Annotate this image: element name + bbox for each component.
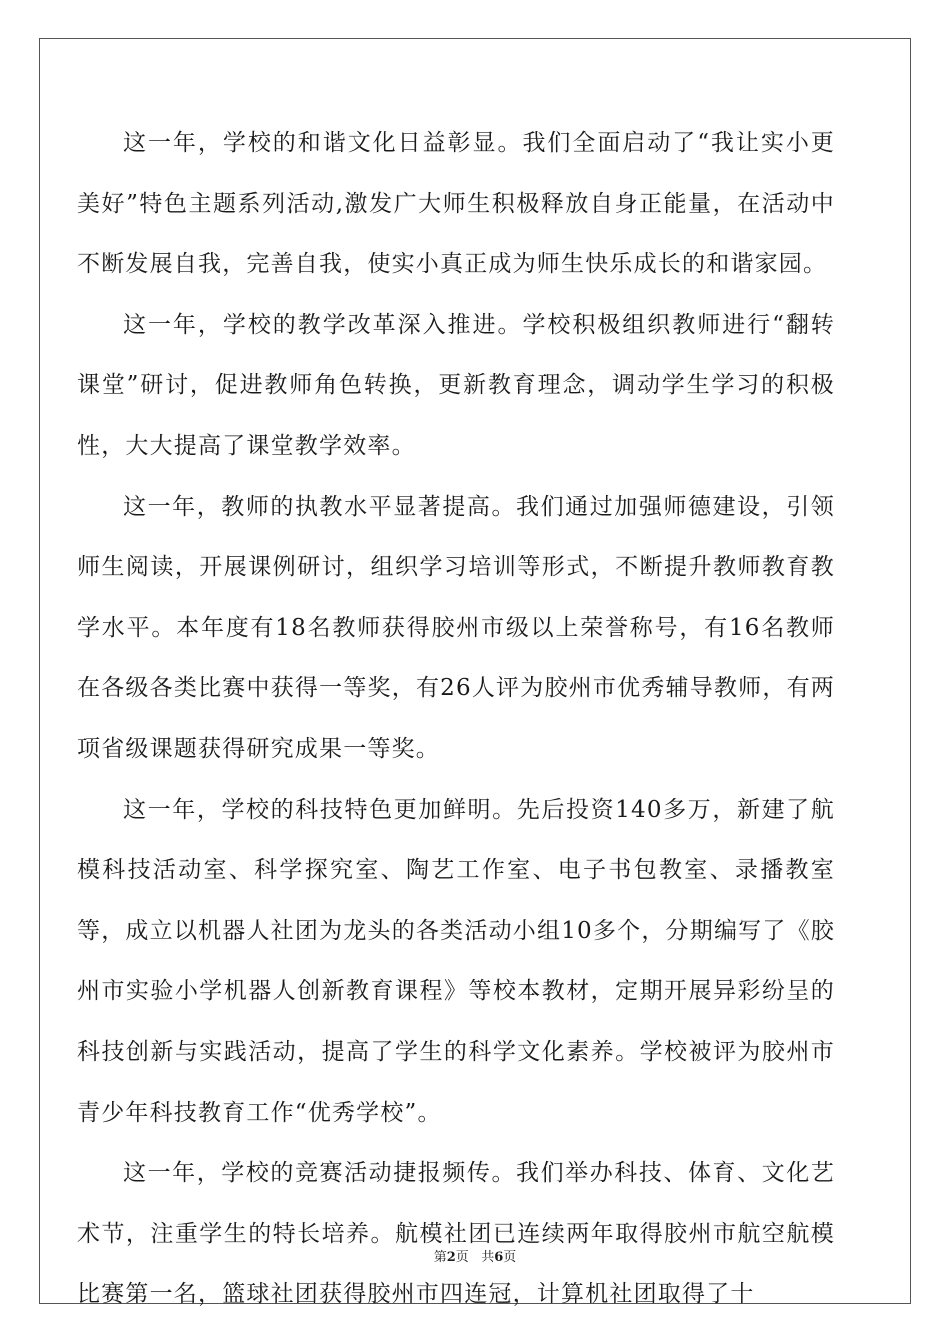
total-prefix: 共 [481, 1250, 495, 1265]
page-suffix: 页 [455, 1250, 469, 1265]
total-suffix: 页 [503, 1250, 517, 1265]
paragraph: 这一年，学校的竞赛活动捷报频传。我们举办科技、体育、文化艺术节，注重学生的特长培养。航模社团已连续两年取得胶州市航空航模比赛第一名，篮球社团获得胶州市四连冠，计算机社团取得了十 [77, 1160, 835, 1308]
paragraph: 这一年，学校的和谐文化日益彰显。我们全面启动了“我让实小更美好”特色主题系列活动,激发广大师生积极释放自身正能量，在活动中不断发展自我，完善自我，使实小真正成为师生快乐成长的和谐家园。 [77, 130, 835, 278]
paragraph: 这一年，学校的科技特色更加鲜明。先后投资140多万，新建了航模科技活动室、科学探究室、陶艺工作室、电子书包教室、录播教室等，成立以机器人社团为龙头的各类活动小组10多个，分期编写了《胶州市实验小学机器人创新教育课程》等校本教材，定期开展异彩纷呈的科技创新与实践活动，提高了学生的科学文化素养。学校被评为胶州市青少年科技教育工作“优秀学校”。 [77, 796, 835, 1126]
page-prefix: 第 [433, 1250, 447, 1265]
paragraph: 这一年，学校的教学改革深入推进。学校积极组织教师进行“翻转课堂”研讨，促进教师角色转换，更新教育理念，调动学生学习的积极性，大大提高了课堂教学效率。 [77, 311, 835, 459]
document-body [77, 113, 835, 1325]
paragraph: 这一年，教师的执教水平显著提高。我们通过加强师德建设，引领师生阅读，开展课例研讨，组织学习培训等形式，不断提升教师教育教学水平。本年度有18名教师获得胶州市级以上荣誉称号，有16名教师在各级各类比赛中获得一等奖，有26人评为胶州市优秀辅导教师，有两项省级课题获得研究成果一等奖。 [77, 493, 835, 762]
page-number-footer [0, 1246, 950, 1265]
current-page-number: 2 [446, 1250, 456, 1265]
total-pages-number: 6 [494, 1250, 504, 1265]
